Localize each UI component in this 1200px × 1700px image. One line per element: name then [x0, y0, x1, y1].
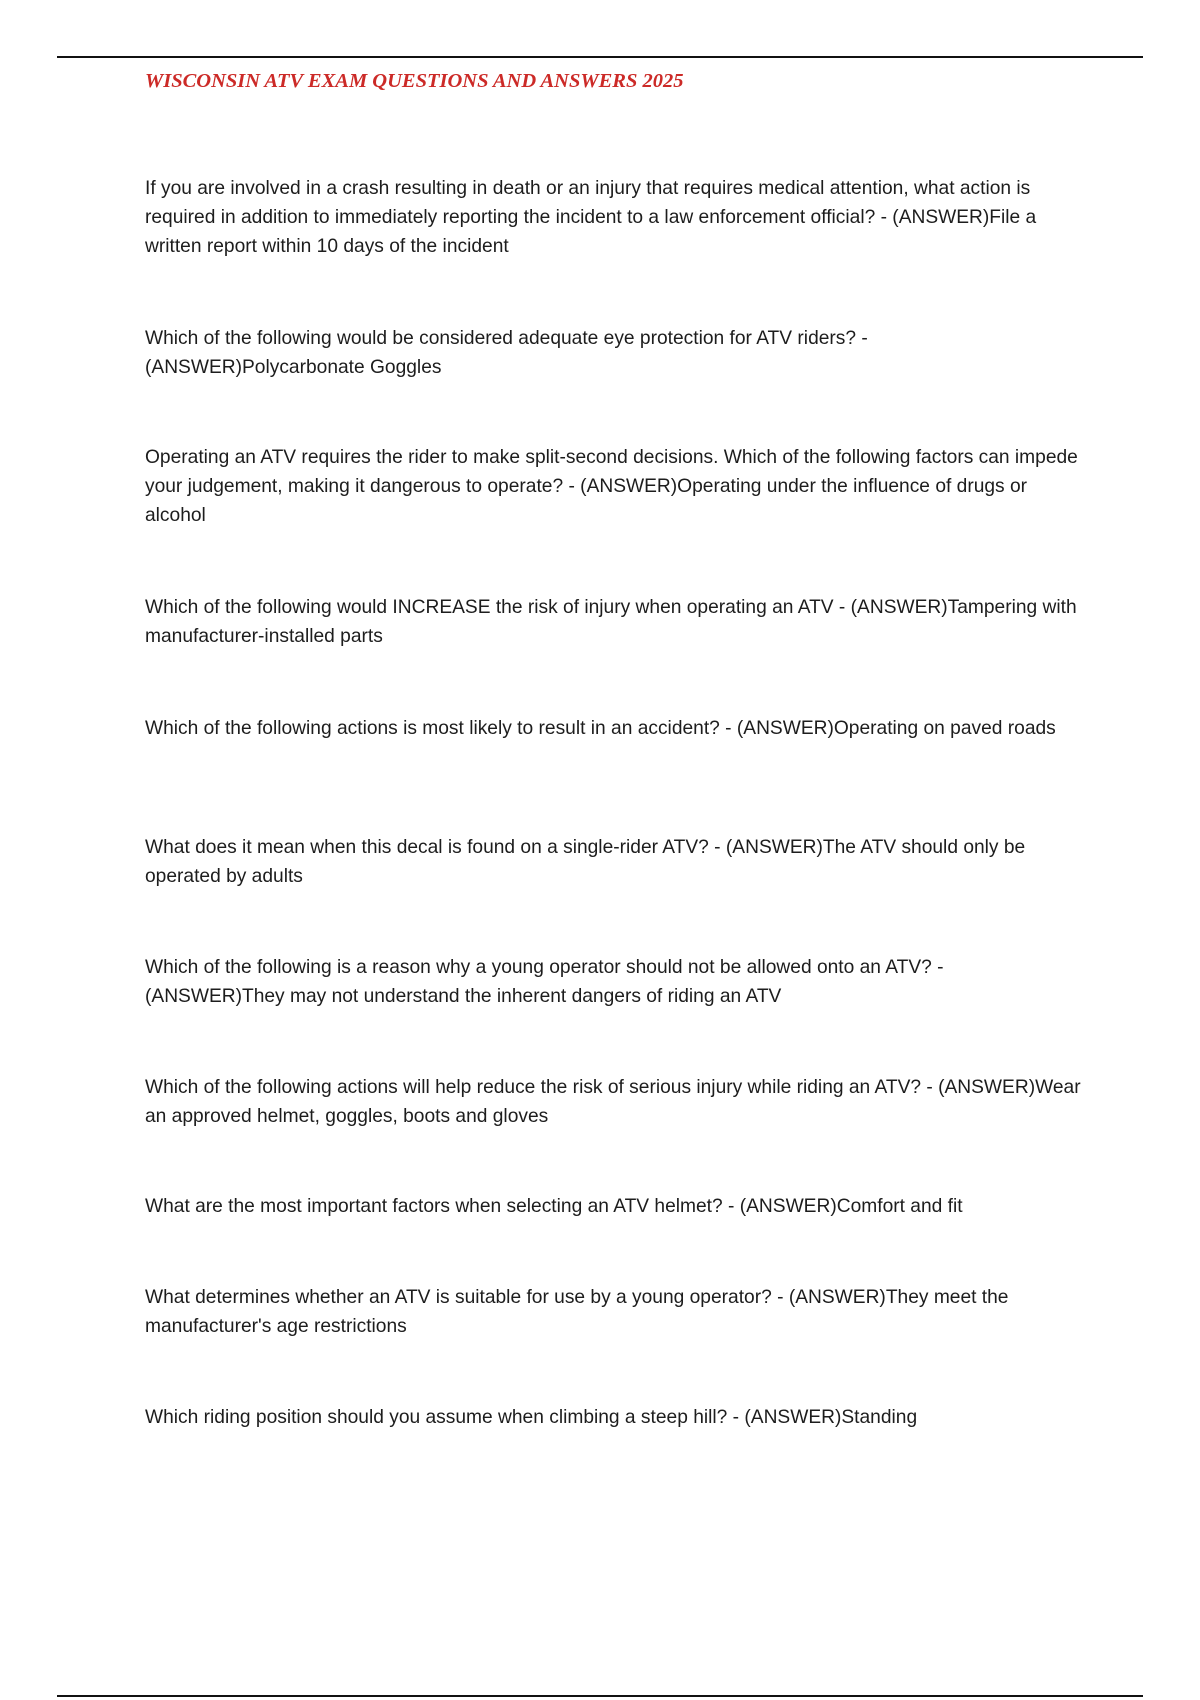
qa-item-8: Which of the following actions will help reduce the risk of serious injury while riding an ATV? - (ANSWER)Wear an approved helmet, goggles, boots and gloves	[145, 1077, 1081, 1127]
qa-item-10: What determines whether an ATV is suitable for use by a young operator? - (ANSWER)They meet the manufacturer's age restrictions	[145, 1287, 1009, 1337]
qa-item-11: Which riding position should you assume when climbing a steep hill? - (ANSWER)Standing	[145, 1407, 918, 1428]
document-title: WISCONSIN ATV EXAM QUESTIONS AND ANSWERS 2025	[145, 70, 684, 92]
qa-item-3: Operating an ATV requires the rider to make split-second decisions. Which of the following factors can impede your judgement, making it dangerous to operate? - (ANSWER)Operating under the influence of drugs or alcohol	[145, 447, 1078, 526]
qa-item-4: Which of the following would INCREASE the risk of injury when operating an ATV - (ANSWER)Tampering with manufacturer-installed parts	[145, 597, 1077, 647]
qa-item-5: Which of the following actions is most likely to result in an accident? - (ANSWER)Operating on paved roads	[145, 718, 1056, 739]
bottom-divider	[57, 1695, 1143, 1697]
qa-item-7: Which of the following is a reason why a young operator should not be allowed onto an ATV? - (ANSWER)They may not understand the inherent dangers of riding an ATV	[145, 957, 944, 1007]
top-divider	[57, 56, 1143, 58]
qa-item-9: What are the most important factors when selecting an ATV helmet? - (ANSWER)Comfort and fit	[145, 1196, 963, 1217]
qa-item-2: Which of the following would be considered adequate eye protection for ATV riders? - (ANSWER)Polycarbonate Goggles	[145, 328, 868, 378]
qa-item-1: If you are involved in a crash resulting in death or an injury that requires medical attention, what action is required in addition to immediately reporting the incident to a law enforcement official? - (ANSWER)File a written report within 10 days of the incident	[145, 178, 1037, 257]
qa-item-6: What does it mean when this decal is found on a single-rider ATV? - (ANSWER)The ATV should only be operated by adults	[145, 837, 1026, 887]
